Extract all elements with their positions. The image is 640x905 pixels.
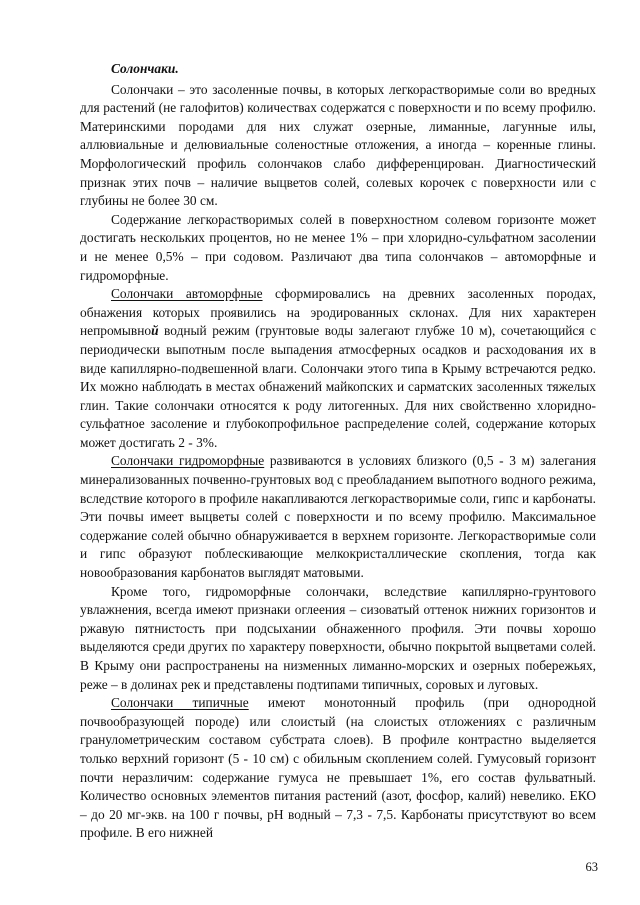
paragraph-3-text-b: водный режим (грунтовые воды залегают глубже 10 м), сочетающийся с периодически выпотным после выпадения атмосферных осадков и расходования их в виде капиллярно-подвешенной влаги. Солончаки этого типа в Крыму встречаются редко. Их можно наблюдать в местах обнажений майкопских и сарматских засоленных тяжелых глин. Такие солончаки относятся к роду литогенных. Для них свойственно хлоридно-сульфатное засоление и глубокопрофильное распределение солей, содержание которых может достигать 2 - 3%. (80, 323, 596, 450)
paragraph-5: Кроме того, гидроморфные солончаки, вследствие капиллярно-грунтового увлажнения, всегда имеют признаки оглеения – сизоватый оттенок нижних горизонтов и ржавую пятнистость при подсыхании обнаженного профиля. Эти почвы хорошо выделяются среди других по характеру поверхности, обычно покрытой выцветами солей. В Крыму они распространены на низменных лиманно-морских и озерных побережьях, реже – в долинах рек и представлены подтипами типичных, соровых и луговых. (80, 583, 596, 692)
section-heading: Солончаки. (111, 61, 179, 76)
paragraph-6 (80, 694, 596, 843)
page-number: 63 (585, 860, 598, 874)
paragraph-4 (80, 452, 596, 582)
term-hydromorphic: Солончаки гидроморфные (111, 453, 265, 469)
paragraph-4-text: развиваются в условиях близкого (0,5 - 3 м) залегания минерализованных почвенно-грунтовых вод с преобладанием выпотного водного режима, вследствие которого в профиле накапливаются легкорастворимые соли, гипс и карбонаты. Эти почвы имеет выцветы солей с поверхности и по всему профилю. Максимальное содержание солей обычно обнаруживается в верхнем горизонте. Легкорастворимые соли и гипс образуют поблескивающие мелкокристаллические скопления, тогда как новообразования карбонатов выглядят матовыми. (80, 453, 596, 581)
term-automorphic: Солончаки автоморфные (111, 286, 263, 302)
emphasis-letter: й (151, 323, 159, 339)
paragraph-1: Солончаки – это засоленные почвы, в которых легкорастворимые соли во вредных для растений (не галофитов) количествах содержатся с поверхности и по всему профилю. Материнскими породами для них служат озерные, лиманные, лагунные илы, аллювиальные и делювиальные соленостные отложения, а иногда – коренные глины. Морфологический профиль солончаков слабо дифференцирован. Диагностический признак этих почв – наличие выцветов солей, солевых корочек с поверхности или с глубины не более 30 см. (80, 81, 596, 209)
term-typical: Солончаки типичные (111, 695, 249, 711)
paragraph-3 (80, 285, 596, 452)
paragraph-2: Содержание легкорастворимых солей в поверхностном солевом горизонте может достигать нескольких процентов, но не менее 1% – при хлоридно-сульфатном засолении и не менее 0,5% – при содовом. Различают два типа солончаков – автоморфные и гидроморфные. (80, 211, 596, 283)
page-body (80, 60, 596, 843)
paragraph-6-text: имеют монотонный профиль (при однородной почвообразующей породе) или слоистый (на слоистых отложениях с различным гранулометрическим составом субстрата слоев). В профиле контрастно выделяется только верхний горизонт (5 - 10 см) с обильным скоплением солей. Гумусовый горизонт почти неразличим: содержание гумуса не превышает 1%, его состав фульватный. Количество основных элементов питания растений (азот, фосфор, калий) невелико. ЕКО – до 20 мг-экв. на 100 г почвы, pH водный – 7,3 - 7,5. Карбонаты присутствуют во всем профиле. В его нижней (80, 695, 596, 841)
paragraph-3-text-a: сформировались на древних засоленных породах, обнажения которых проявились на эродированных склонах. Для них характерен непромывно (80, 286, 596, 339)
